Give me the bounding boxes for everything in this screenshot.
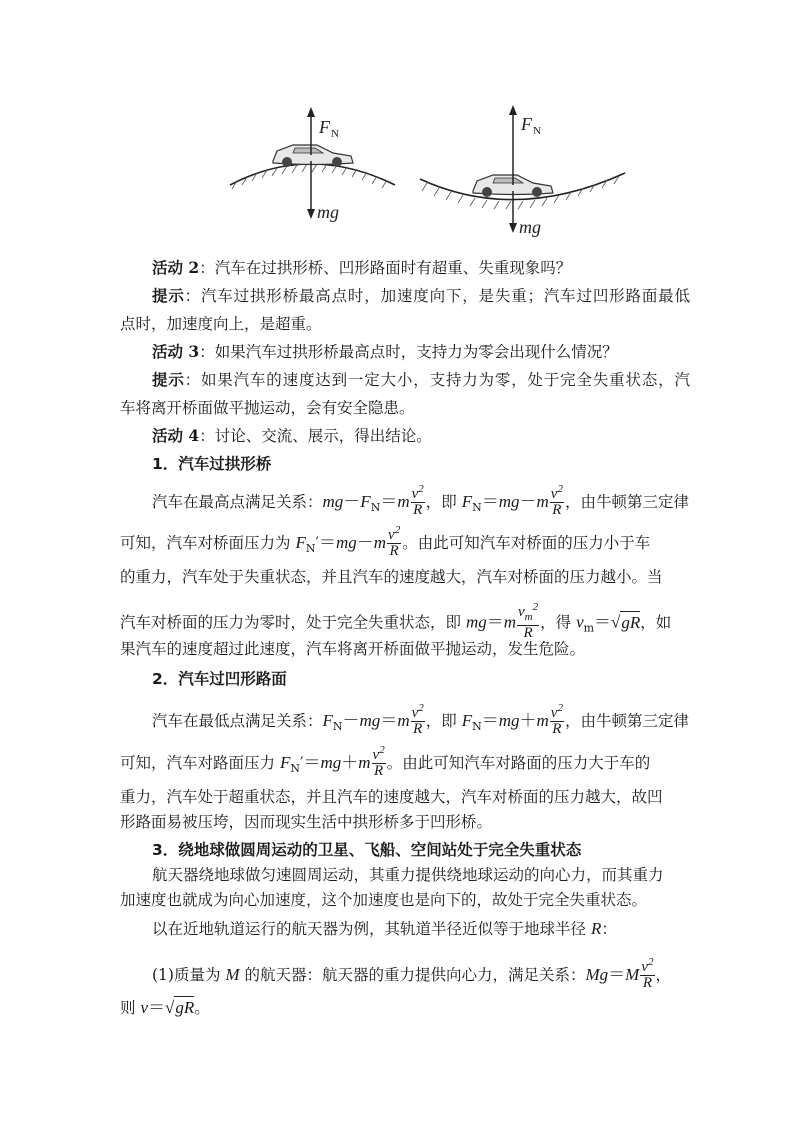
activity-3-label: 活动 3 (152, 342, 200, 361)
text-span: ： (601, 920, 617, 938)
text-span: ，如 (640, 613, 672, 632)
right-normal-force-sub: N (533, 125, 541, 137)
text-span: 的航天器：航天器的重力提供向心力，满足关系： (239, 966, 586, 984)
text-span: 则 (120, 999, 141, 1017)
hint-1-line-2: 点时，加速度向上，是超重。 (120, 315, 322, 333)
concave-road-diagram (420, 105, 625, 237)
section-2-line-2: 可知，汽车对路面压力 $F_N'=mg+m$ $\frac{v^2}{R}$ 。由此可知汽车对路面的压力大于车的 (120, 744, 651, 779)
activity-3-text: ：如果汽车过拱形桥最高点时，支持力为零会出现什么情况？ (199, 343, 618, 361)
section-2-heading: 2．汽车过凹形路面 (152, 670, 287, 688)
hint-2-label: 提示 (152, 370, 185, 389)
section-3-line-4: (1)质量为 M 的航天器：航天器的重力提供向心力，满足关系：Mg＝M $\frac{v^2}{R}$ ， (152, 956, 672, 991)
hint-1-text: ：汽车过拱形桥最高点时，加速度向下，是失重；汽车过凹形路面最低 (184, 287, 690, 305)
text-span: ，即 (425, 712, 462, 730)
text-span: ， (655, 966, 672, 984)
activity-4 (152, 425, 690, 447)
text-span: 可知，汽车对桥面压力为 (120, 534, 296, 552)
activity-4-label: 活动 4 (152, 426, 200, 445)
activity-2-label: 活动 2 (152, 258, 200, 277)
activity-2-text: ：汽车在过拱形桥、凹形路面时有超重、失重现象吗？ (199, 259, 572, 277)
section-3-heading: 3．绕地球做圆周运动的卫星、飞船、空间站处于完全失重状态 (152, 841, 582, 859)
section-1-line-3: 的重力，汽车处于失重状态，并且汽车的速度越大，汽车对桥面的压力越小。当 (120, 568, 663, 586)
hint-2-line-1 (152, 369, 690, 391)
activity-4-text: ：讨论、交流、展示，得出结论。 (199, 427, 432, 445)
text-span: ，由牛顿第三定律 (564, 712, 689, 730)
hint-2-text: ：如果汽车的速度达到一定大小，支持力为零，处于完全失重状态，汽 (184, 371, 690, 389)
activity-2 (152, 257, 690, 279)
hint-1-line-1 (152, 285, 690, 307)
left-normal-force-label: F (319, 117, 330, 137)
left-gravity-label: mg (317, 202, 339, 222)
section-2-line-4: 形路面易被压垮，因而现实生活中拱形桥多于凹形桥。 (120, 813, 493, 831)
earth-radius-symbol: R (590, 919, 602, 938)
car-icon (273, 145, 353, 167)
force-diagram (215, 103, 685, 250)
section-3-line-1: 航天器绕地球做匀速圆周运动，其重力提供绕地球运动的向心力，而其重力 (152, 866, 664, 884)
text-span: 。由此可知汽车对路面的压力大于车的 (386, 754, 651, 772)
text-span: ，得 (540, 613, 577, 632)
text-span: (1)质量为 (152, 966, 226, 984)
hint-2-line-2: 车将离开桥面做平抛运动，会有安全隐患。 (120, 399, 415, 417)
section-2-line-1: 汽车在最低点满足关系：$F_N-mg=m$ $\frac{v^2}{R}$ ，即 $F_N=mg+m$ $\frac{v^2}{R}$ ，由牛顿第三定律 (152, 702, 689, 737)
left-normal-force-sub: N (331, 128, 339, 140)
text-span: 以在近地轨道运行的航天器为例，其轨道半径近似等于地球半径 (152, 920, 591, 938)
text-span: 汽车在最低点满足关系： (152, 712, 323, 730)
section-3-line-3 (152, 918, 690, 940)
mass-symbol: M (225, 965, 240, 984)
text-span: 汽车在最高点满足关系： (152, 493, 323, 511)
text-span: 。由此可知汽车对桥面的压力小于车 (402, 534, 651, 552)
section-1-heading: 1．汽车过拱形桥 (152, 455, 272, 473)
text-span: 可知，汽车对路面压力 (120, 754, 280, 772)
text-span: ，由牛顿第三定律 (564, 493, 689, 511)
text-span: 。 (194, 999, 210, 1017)
section-1-line-1: 汽车在最高点满足关系：$mg-F_N=m$ $\frac{v^2}{R}$ ，即 $F_N=mg-m$ $\frac{v^2}{R}$ ，由牛顿第三定律 (152, 483, 689, 518)
convex-bridge-diagram (230, 107, 395, 222)
section-3-line-2: 加速度也就成为向心加速度，这个加速度也是向下的，故处于完全失重状态。 (120, 891, 648, 909)
right-gravity-label: mg (519, 217, 541, 237)
car-on-bridge-figure (215, 103, 685, 250)
section-1-line-4: 汽车对桥面的压力为零时，处于完全失重状态，即 mg＝m $\frac{v_m^2}{R}$ ，得 $v_m=√gR$，如 (120, 601, 672, 641)
activity-3 (152, 341, 690, 363)
section-1-line-2: 可知，汽车对桥面压力为 $F_N'=mg-m$ $\frac{v^2}{R}$ 。由此可知汽车对桥面的压力小于车 (120, 524, 651, 559)
section-3-line-5: 则 v＝√gR。 (120, 998, 210, 1017)
text-span: 汽车对桥面的压力为零时，处于完全失重状态，即 (120, 613, 466, 632)
section-1-line-5: 果汽车的速度超过此速度，汽车将离开桥面做平抛运动，发生危险。 (120, 640, 586, 658)
right-normal-force-label: F (521, 114, 532, 134)
text-span: ，即 (425, 493, 462, 511)
hint-1-label: 提示 (152, 286, 185, 305)
section-2-line-3: 重力，汽车处于超重状态，并且汽车的速度越大，汽车对桥面的压力越大，故凹 (120, 788, 663, 806)
